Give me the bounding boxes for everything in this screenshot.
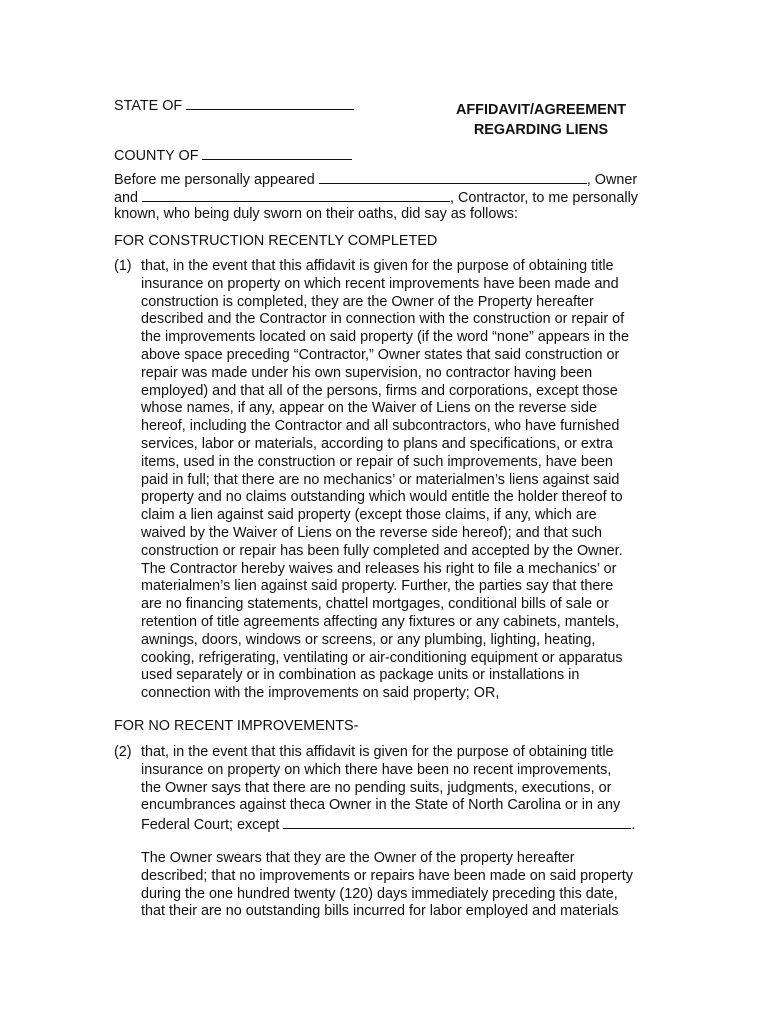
county-blank xyxy=(202,146,352,160)
section1-line: claim a lien against said property (except those claims, if any, which are xyxy=(141,507,597,524)
intro-text-contractor: , Contractor, to me personally xyxy=(450,189,638,206)
county-label: COUNTY OF xyxy=(114,148,199,164)
except-label: Federal Court; except xyxy=(141,817,280,834)
section1-line: insurance on property on which recent improvements have been made and xyxy=(141,275,619,292)
intro-line-1 xyxy=(114,170,638,188)
intro-text-appeared: Before me personally appeared xyxy=(114,172,315,188)
section1-line: materialmen’s lien against said property. Further, the parties say that there xyxy=(141,578,614,595)
section1-line: described and the Contractor in connection with the construction or repair of xyxy=(141,311,625,328)
section1-line: that, in the event that this affidavit is given for the purpose of obtaining title xyxy=(141,258,614,274)
state-line xyxy=(114,96,354,114)
section1-line: construction is completed, they are the Owner of the Property hereafter xyxy=(141,293,594,310)
except-blank xyxy=(283,815,631,829)
intro-line-3: known, who being duly sworn on their oaths, did say as follows: xyxy=(114,205,518,222)
section2-line: that, in the event that this affidavit is given for the purpose of obtaining title xyxy=(141,744,614,760)
contractor-blank xyxy=(142,188,450,202)
state-label: STATE OF xyxy=(114,98,183,114)
title-line-2: REGARDING LIENS xyxy=(473,122,609,138)
owner-swears-line: described; that no improvements or repairs have been made on said property xyxy=(141,867,633,884)
document-title xyxy=(432,100,650,140)
section1-line: used separately or in combination as package units or installations in xyxy=(141,667,580,684)
section1-line: retention of title agreements affecting any fixtures or any cabinets, mantels, xyxy=(141,613,620,630)
section2-last-line xyxy=(141,815,635,833)
section2-number: (2) xyxy=(114,744,132,760)
section2-line: the Owner says that there are no pending suits, judgments, executions, or xyxy=(141,779,612,796)
section1-line: items, used in the construction or repair of such improvements, have been xyxy=(141,453,613,470)
section1-body xyxy=(141,258,629,703)
section1-line: employed) and that all of the persons, firms and corporations, except those xyxy=(141,382,618,399)
section1-line: above space preceding “Contractor,” Owner states that said construction or xyxy=(141,346,620,363)
section1-line: whose names, if any, appear on the Waiver of Liens on the reverse side xyxy=(141,400,597,417)
intro-text-and: and xyxy=(114,189,139,206)
section2-heading: FOR NO RECENT IMPROVEMENTS- xyxy=(114,718,359,734)
section1-line: awnings, doors, windows or screens, or any plumbing, lighting, heating, xyxy=(141,631,596,648)
county-line xyxy=(114,146,352,164)
section1-line: services, labor or materials, according to plans and specifications, or extra xyxy=(141,435,613,452)
intro-text-owner: , Owner xyxy=(586,172,638,188)
section1-line: connection with the improvements on said property; OR, xyxy=(141,685,500,702)
title-line-1: AFFIDAVIT/AGREEMENT xyxy=(455,102,627,118)
section1-line: hereof, including the Contractor and all subcontractors, who have furnished xyxy=(141,418,620,435)
section1-line: property and no claims outstanding which would entitle the holder thereof to xyxy=(141,489,623,506)
owner-swears-line: during the one hundred twenty (120) days immediately preceding this date, xyxy=(141,885,618,902)
intro-line-2 xyxy=(114,188,638,206)
state-blank xyxy=(186,96,354,110)
section2-line: insurance on property on which there have been no recent improvements, xyxy=(141,761,612,778)
except-period: . xyxy=(631,817,636,834)
section1-line: construction or repair has been fully completed and accepted by the Owner. xyxy=(141,542,623,559)
intro-paragraph xyxy=(114,170,638,223)
section1-heading: FOR CONSTRUCTION RECENTLY COMPLETED xyxy=(114,233,438,249)
section2-line: encumbrances against theca Owner in the State of North Carolina or in any xyxy=(141,797,621,814)
section1-line: cooking, refrigerating, ventilating or air-conditioning equipment or apparatus xyxy=(141,649,623,666)
owner-swears-line: The Owner swears that they are the Owner of the property hereafter xyxy=(141,850,575,866)
owner-swears-line: that their are no outstanding bills incurred for labor employed and materials xyxy=(141,903,619,920)
section1-line: The Contractor hereby waives and releases his right to file a mechanics’ or xyxy=(141,560,617,577)
section1-line: repair was made under his own supervision, no contractor having been xyxy=(141,364,593,381)
section1-line: are no financing statements, chattel mortgages, conditional bills of sale or xyxy=(141,596,609,613)
owner-swears-paragraph xyxy=(141,850,633,921)
section2-body xyxy=(141,744,635,833)
section1-number: (1) xyxy=(114,258,132,274)
section1-line: paid in full; that there are no mechanics’ or materialmen’s liens against said xyxy=(141,471,620,488)
owner-blank xyxy=(319,170,587,184)
section1-line: the improvements located on said property (if the word “none” appears in the xyxy=(141,329,629,346)
section1-line: waived by the Waiver of Liens on the reverse side hereof); and that such xyxy=(141,524,603,541)
